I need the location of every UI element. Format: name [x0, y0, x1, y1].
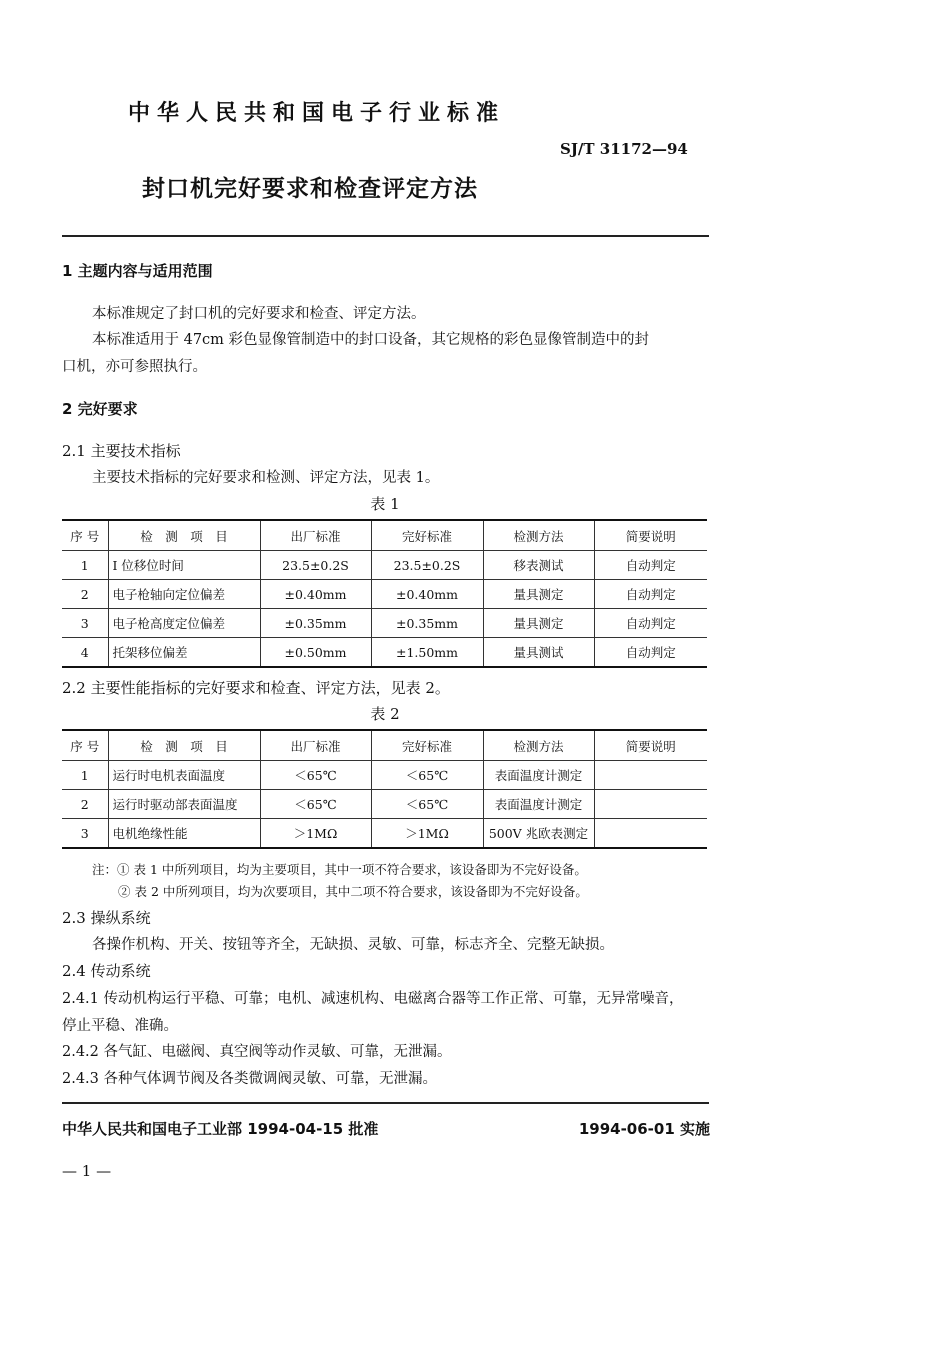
table-cell: 电子枪轴向定位偏差 [108, 580, 260, 609]
table-cell: 移表测试 [483, 551, 594, 580]
section-1-heading: 1 主题内容与适用范围 [62, 262, 213, 280]
section-1-paragraph-2-line-2: 口机，亦可参照执行。 [62, 359, 207, 375]
table-cell: 量具测试 [483, 638, 594, 668]
table-row [62, 761, 707, 790]
table-header-cell: 出厂标准 [260, 520, 371, 551]
table-cell: 1 [62, 761, 108, 790]
table-cell: 4 [62, 638, 108, 668]
section-2-3-text: 各操作机构、开关、按钮等齐全，无缺损、灵敏、可靠，标志齐全、完整无缺损。 [92, 937, 614, 953]
table-cell: ＜65℃ [371, 761, 483, 790]
table-cell: 23.5±0.2S [260, 551, 371, 580]
section-2-2-text: 2.2 主要性能指标的完好要求和检查、评定方法，见表 2。 [62, 679, 450, 697]
table-cell: 1 [62, 551, 108, 580]
table-cell: ＜65℃ [260, 790, 371, 819]
table-cell: 3 [62, 819, 108, 849]
table-header-cell: 序 号 [62, 520, 108, 551]
table-cell: ±0.40mm [371, 580, 483, 609]
table-cell: 23.5±0.2S [371, 551, 483, 580]
table-cell: 量具测定 [483, 609, 594, 638]
table-cell: 运行时驱动部表面温度 [108, 790, 260, 819]
table-1-caption: 表 1 [370, 495, 400, 513]
table-header-cell: 简要说明 [594, 730, 707, 761]
table-cell: 2 [62, 580, 108, 609]
table-cell: 500V 兆欧表测定 [483, 819, 594, 849]
table-2 [62, 729, 707, 849]
table-header-cell: 检 测 项 目 [108, 730, 260, 761]
table-cell: 电子枪高度定位偏差 [108, 609, 260, 638]
table-cell: 3 [62, 609, 108, 638]
note-1: 注：① 表 1 中所列项目，均为主要项目，其中一项不符合要求，该设备即为不完好设备。 [92, 862, 587, 877]
section-2-4-2: 2.4.2 各气缸、电磁阀、真空阀等动作灵敏、可靠，无泄漏。 [62, 1044, 452, 1060]
section-2-1-heading: 2.1 主要技术指标 [62, 442, 181, 460]
table-cell: 2 [62, 790, 108, 819]
note-2: ② 表 2 中所列项目，均为次要项目，其中二项不符合要求，该设备即为不完好设备。 [118, 884, 588, 899]
page-number: — 1 — [62, 1162, 112, 1180]
table-1 [62, 519, 707, 668]
section-2-4-heading: 2.4 传动系统 [62, 962, 151, 980]
table-cell: ＞1MΩ [371, 819, 483, 849]
table-cell: 自动判定 [594, 609, 707, 638]
table-2-caption: 表 2 [370, 705, 400, 723]
table-header-cell: 检测方法 [483, 730, 594, 761]
table-row [62, 819, 707, 849]
table-cell: I 位移位时间 [108, 551, 260, 580]
table-row [62, 790, 707, 819]
table-cell: ±0.35mm [371, 609, 483, 638]
table-cell: ＞1MΩ [260, 819, 371, 849]
table-cell: 自动判定 [594, 638, 707, 668]
table-cell: 自动判定 [594, 580, 707, 609]
issuing-organization: 中华人民共和国电子行业标准 [128, 101, 506, 126]
section-2-4-1-line-2: 停止平稳、准确。 [62, 1018, 178, 1034]
table-row [62, 551, 707, 580]
table-cell: 托架移位偏差 [108, 638, 260, 668]
table-cell: 运行时电机表面温度 [108, 761, 260, 790]
implementation-date: 1994-06-01 实施 [578, 1120, 710, 1138]
section-1-paragraph-2-line-1: 本标准适用于 47cm 彩色显像管制造中的封口设备，其它规格的彩色显像管制造中的封 [92, 332, 650, 348]
table-header-cell: 检 测 项 目 [108, 520, 260, 551]
document-title: 封口机完好要求和检查评定方法 [142, 176, 478, 202]
approval-line: 中华人民共和国电子工业部 1994-04-15 批准 [62, 1120, 379, 1138]
table-header-cell: 序 号 [62, 730, 108, 761]
table-header-cell: 完好标准 [371, 730, 483, 761]
header-rule [62, 235, 709, 237]
table-cell [594, 819, 707, 849]
table-header-cell: 简要说明 [594, 520, 707, 551]
table-cell: 自动判定 [594, 551, 707, 580]
section-2-3-heading: 2.3 操纵系统 [62, 909, 151, 927]
table-cell: ±0.35mm [260, 609, 371, 638]
table-cell: 量具测定 [483, 580, 594, 609]
table-cell [594, 761, 707, 790]
footer-rule [62, 1102, 709, 1104]
section-2-4-1-line-1: 2.4.1 传动机构运行平稳、可靠；电机、减速机构、电磁离合器等工作正常、可靠，无异常噪音， [62, 991, 684, 1007]
table-row [62, 609, 707, 638]
table-cell [594, 790, 707, 819]
table-row [62, 638, 707, 668]
section-1-paragraph-1: 本标准规定了封口机的完好要求和检查、评定方法。 [92, 306, 426, 322]
table-cell: ±0.40mm [260, 580, 371, 609]
table-cell: ＜65℃ [260, 761, 371, 790]
table-cell: ±1.50mm [371, 638, 483, 668]
table-cell: 表面温度计测定 [483, 761, 594, 790]
table-header-cell: 出厂标准 [260, 730, 371, 761]
table-cell: 电机绝缘性能 [108, 819, 260, 849]
table-row [62, 580, 707, 609]
table-header-cell: 检测方法 [483, 520, 594, 551]
table-cell: 表面温度计测定 [483, 790, 594, 819]
section-2-heading: 2 完好要求 [62, 400, 138, 418]
section-2-1-text: 主要技术指标的完好要求和检测、评定方法，见表 1。 [92, 470, 440, 486]
table-header-cell: 完好标准 [371, 520, 483, 551]
table-cell: ＜65℃ [371, 790, 483, 819]
table-2-header-row [62, 730, 707, 761]
table-cell: ±0.50mm [260, 638, 371, 668]
table-1-header-row [62, 520, 707, 551]
section-2-4-3: 2.4.3 各种气体调节阀及各类微调阀灵敏、可靠，无泄漏。 [62, 1071, 438, 1087]
standard-code: SJ/T 31172—94 [560, 140, 688, 158]
